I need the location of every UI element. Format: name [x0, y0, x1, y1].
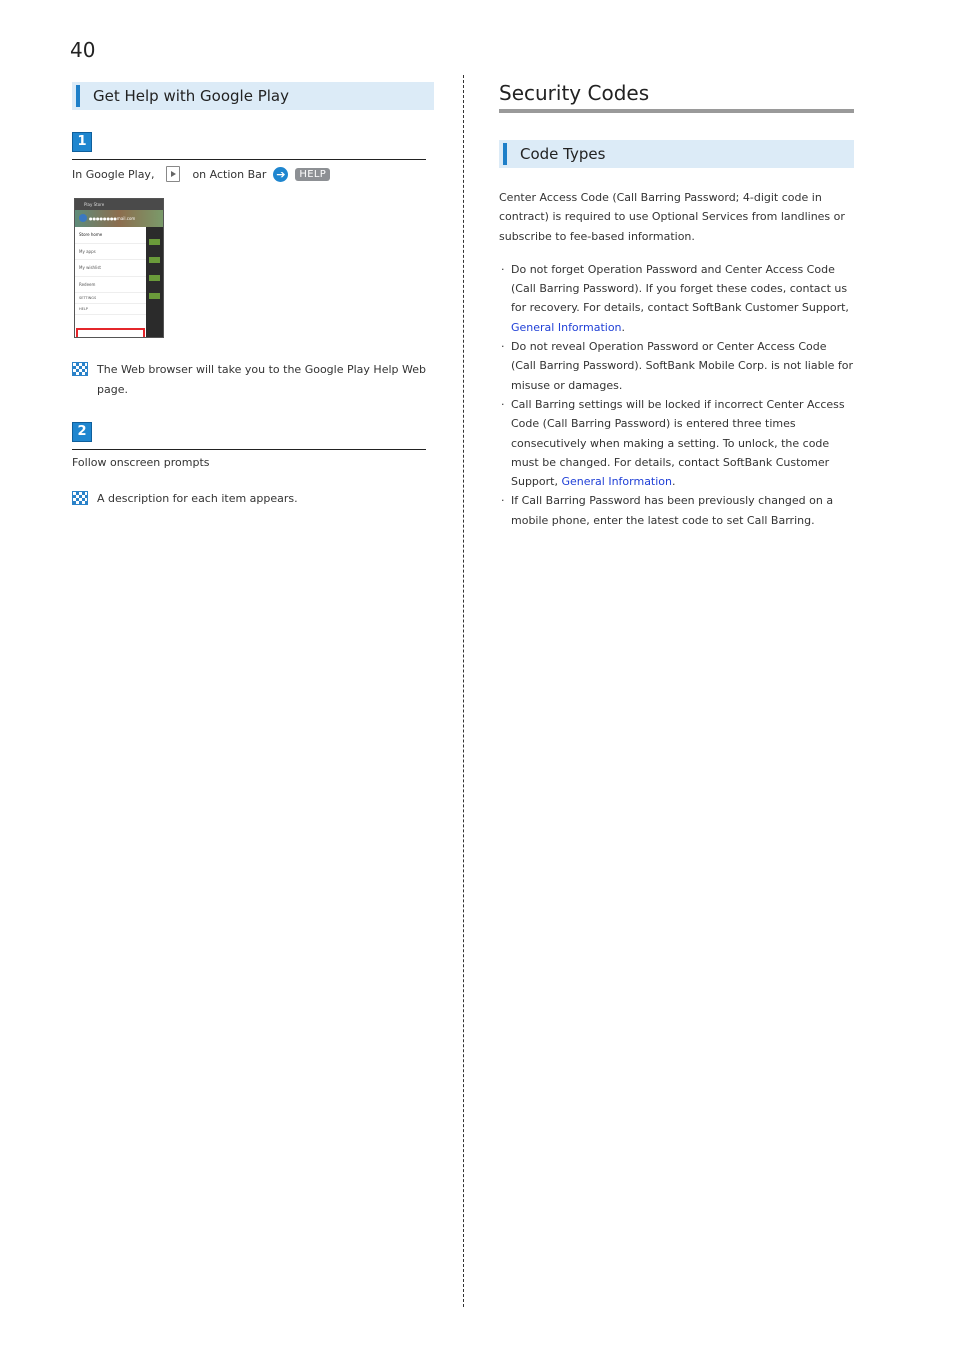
step-1-text	[72, 166, 426, 182]
screenshot-help-item: HELP	[75, 304, 146, 315]
help-key: HELP	[295, 168, 330, 181]
play-store-icon	[166, 166, 180, 182]
title-underline	[499, 109, 854, 113]
flag-note-icon	[72, 491, 88, 505]
step-2-badge: 2	[72, 422, 92, 442]
list-item: · Do not forget Operation Password and Center Access Code (Call Barring Password). If you forget these codes, contact us for recovery. For details, contact SoftBank Customer Support, General Information.	[499, 260, 854, 337]
list-item: · Do not reveal Operation Password or Center Access Code (Call Barring Password). SoftBank Mobile Corp. is not liable for misuse or damages.	[499, 337, 854, 395]
note-1	[72, 360, 434, 400]
step-1-text-b: on Action Bar	[192, 167, 267, 181]
column-divider	[463, 75, 464, 1307]
general-information-link[interactable]: General Information	[561, 475, 673, 489]
intro-paragraph: Center Access Code (Call Barring Password; 4-digit code in contract) is required to use Optional Services from landlines or subscribe to fee-based information.	[499, 191, 845, 243]
note-2-text: A description for each item appears.	[97, 492, 298, 505]
step-1-rule	[72, 159, 426, 160]
step-2	[72, 422, 426, 469]
step-2-rule	[72, 449, 426, 450]
screenshot-settings-item: SETTINGS	[75, 293, 146, 304]
screenshot-menu	[75, 227, 146, 337]
screenshot-background-list	[146, 227, 163, 337]
list-item: · If Call Barring Password has been previously changed on a mobile phone, enter the latest code to set Call Barring.	[499, 491, 854, 530]
flag-note-icon	[72, 362, 88, 376]
bullet-list	[499, 260, 854, 530]
screenshot-menu-item: My wishlist	[75, 260, 146, 277]
list-item: · Call Barring settings will be locked if incorrect Center Access Code (Call Barring Password) is entered three times consecutively when making a setting. To unlock, the code must be changed. For details, contact SoftBank Customer Support, General Information.	[499, 395, 854, 491]
right-column	[499, 80, 854, 530]
screenshot-menu-item: Store home	[75, 227, 146, 244]
arrow-right-icon: ➔	[273, 167, 288, 182]
note-1-text: The Web browser will take you to the Google Play Help Web page.	[97, 363, 426, 396]
note-2	[72, 489, 434, 509]
step-1	[72, 132, 426, 182]
page-number: 40	[70, 38, 96, 62]
screenshot-help-highlight	[76, 328, 145, 338]
page-title: Security Codes	[499, 81, 650, 105]
screenshot-menu-item: My apps	[75, 244, 146, 261]
screenshot-menu-item: Redeem	[75, 277, 146, 294]
screenshot-account: ●●●●●●●●mail.com	[75, 210, 163, 227]
step-1-badge: 1	[72, 132, 92, 152]
left-column	[72, 82, 434, 505]
step-1-text-a: In Google Play,	[72, 167, 155, 181]
section-heading-google-play-help: Get Help with Google Play	[72, 82, 434, 110]
step-2-text: Follow onscreen prompts	[72, 456, 210, 469]
section-heading-code-types: Code Types	[499, 140, 854, 168]
general-information-link[interactable]: General Information	[511, 320, 622, 334]
phone-screenshot	[74, 198, 164, 338]
screenshot-action-bar: Play Store	[75, 199, 163, 210]
